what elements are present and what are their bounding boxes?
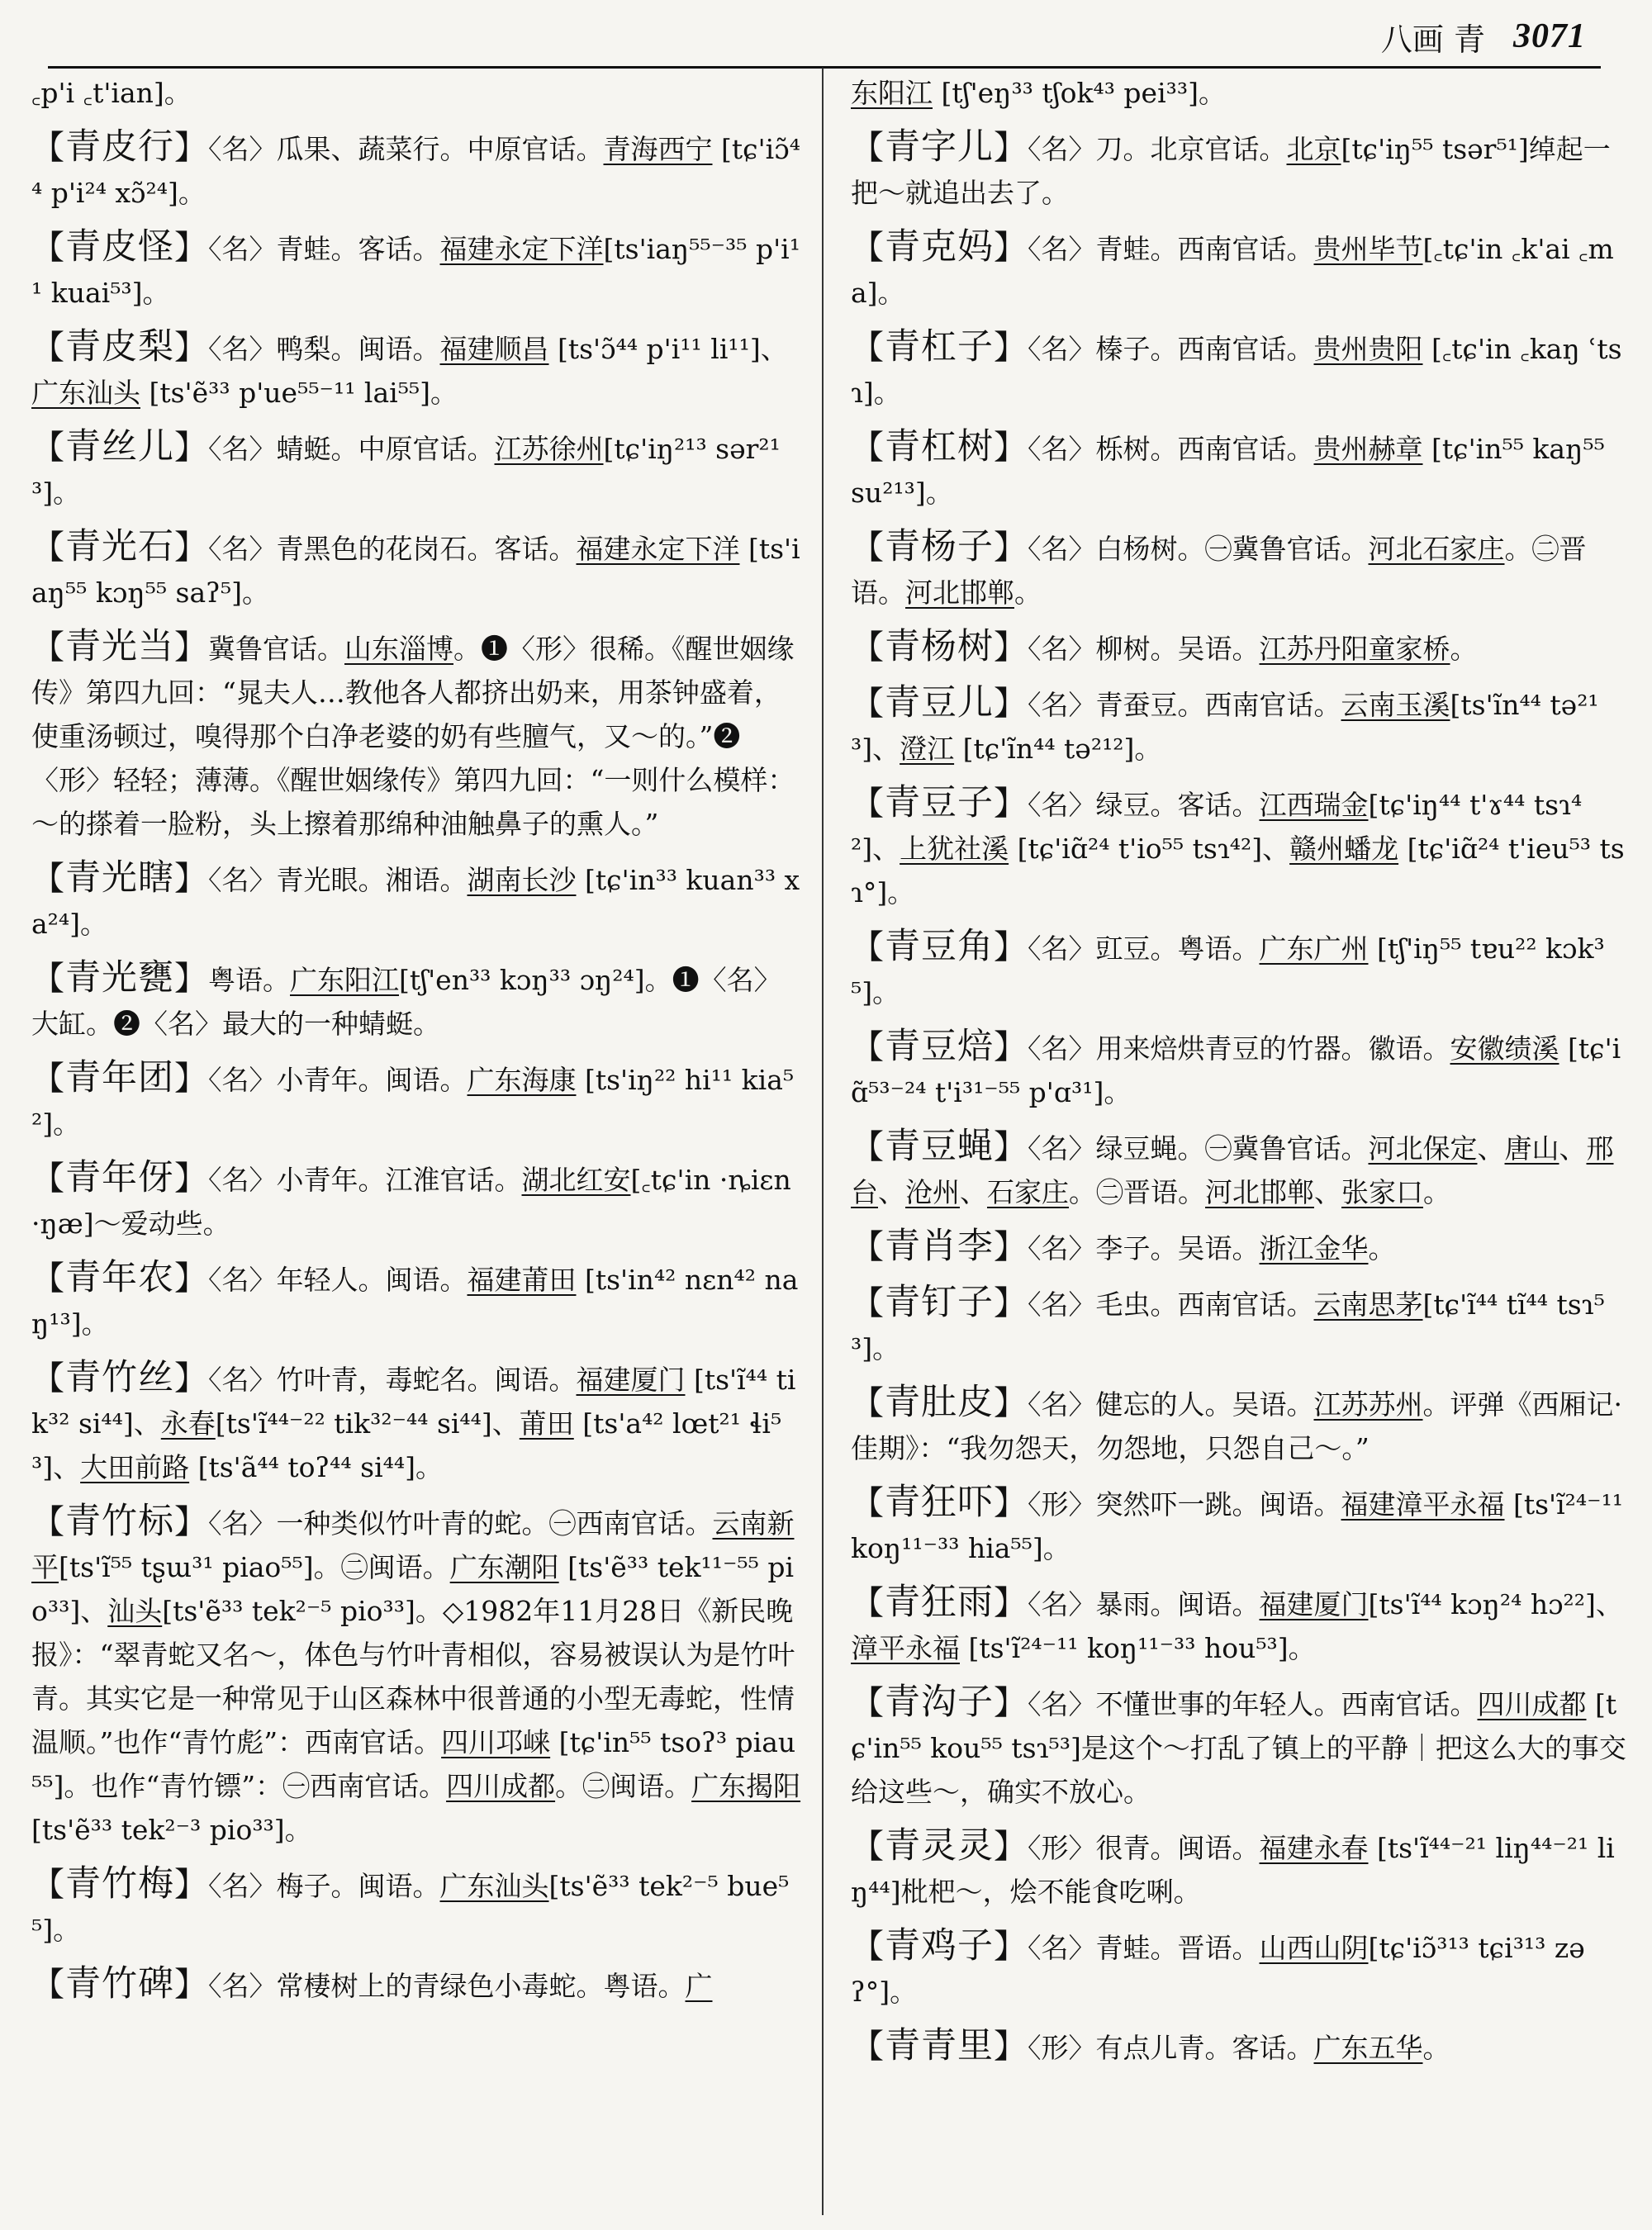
definition-text: 。 bbox=[1014, 576, 1042, 609]
headword: 【青青里】 bbox=[851, 2025, 1028, 2066]
dictionary-entry bbox=[31, 126, 804, 215]
definition-text: [tʃ'eŋ³³ tʃok⁴³ pei³³]。 bbox=[933, 77, 1226, 109]
place-name: 广东广州 bbox=[1259, 932, 1369, 965]
dictionary-entry bbox=[851, 1824, 1627, 1914]
definition-text: 。 bbox=[1450, 633, 1478, 665]
definition-text: [ts'in⁴² nɛn⁴² naŋ¹³]。 bbox=[31, 1264, 799, 1340]
place-name: 广东五华 bbox=[1313, 2032, 1423, 2064]
headword: 【青字儿】 bbox=[851, 126, 1028, 168]
definition-text: 〈名〉不懂世事的年轻人。西南官话。 bbox=[1028, 1688, 1478, 1720]
dictionary-entry bbox=[851, 1025, 1627, 1114]
headword-text: 青钉子 bbox=[885, 1282, 994, 1323]
dictionary-entry bbox=[851, 1281, 1627, 1370]
place-name: 福建永定下洋 bbox=[576, 533, 740, 565]
definition-text: 〈名〉李子。吴语。 bbox=[1028, 1232, 1260, 1264]
place-name: 澄江 bbox=[900, 733, 955, 765]
place-name: 河北保定 bbox=[1368, 1132, 1478, 1165]
place-name: 四川邛崃 bbox=[441, 1726, 551, 1758]
headword: 【青豆焙】 bbox=[851, 1026, 1028, 1067]
place-name: 漳平永福 bbox=[851, 1632, 960, 1664]
headword-text: 青狂吓 bbox=[885, 1482, 994, 1523]
place-name: 江西瑞金 bbox=[1259, 789, 1369, 821]
definition-text: 〈名〉暴雨。闽语。 bbox=[1028, 1588, 1260, 1620]
definition-text: 〈名〉刀。北京官话。 bbox=[1028, 133, 1287, 165]
headword-text: 青豆子 bbox=[885, 782, 994, 823]
definition-text: 〈名〉瓜果、蔬菜行。中原官话。 bbox=[208, 133, 604, 165]
headword-text: 青杠树 bbox=[885, 426, 994, 467]
definition-text: [tɕ'iɔ̃³¹³ tɕi³¹³ zəʔ°]。 bbox=[851, 1932, 1585, 2008]
place-name: 广东阳江 bbox=[290, 964, 399, 996]
right-column bbox=[851, 71, 1627, 2081]
definition-text: 〈名〉蜻蜓。中原官话。 bbox=[208, 433, 495, 465]
place-name: 赣州蟠龙 bbox=[1289, 833, 1399, 865]
dictionary-entry bbox=[31, 425, 804, 515]
definition-text: 〈名〉小青年。闽语。 bbox=[208, 1064, 468, 1096]
headword-text: 青灵灵 bbox=[885, 1825, 994, 1867]
definition-text: [ts'ẽ³³ p'ue⁵⁵⁻¹¹ lai⁵⁵]。 bbox=[140, 377, 458, 409]
definition-text: 〈名〉健忘的人。吴语。 bbox=[1028, 1388, 1314, 1421]
definition-text: 、 bbox=[1314, 1176, 1341, 1208]
place-name: 石家庄 bbox=[987, 1176, 1069, 1208]
definition-text: [tɕ'iɑ̃²⁴ t'io⁵⁵ tsɿ⁴²]、 bbox=[1009, 833, 1290, 865]
headword-text: 青光当 bbox=[65, 626, 174, 667]
headword: 【青皮梨】 bbox=[31, 326, 208, 368]
definition-text: 〈名〉竹叶青，毒蛇名。闽语。 bbox=[208, 1364, 577, 1396]
headword: 【青杠树】 bbox=[851, 426, 1028, 467]
headword-text: 青沟子 bbox=[885, 1682, 994, 1723]
headword: 【青豆角】 bbox=[851, 926, 1028, 967]
headword: 【青丝儿】 bbox=[31, 426, 208, 467]
headword-text: 青青里 bbox=[885, 2025, 994, 2066]
left-column bbox=[31, 71, 804, 2019]
definition-text: [ts'ĩ⁴⁴ kɔŋ²⁴ hɔ²²]、 bbox=[1368, 1588, 1623, 1620]
place-name: 贵州贵阳 bbox=[1313, 333, 1423, 365]
headword: 【青钉子】 bbox=[851, 1282, 1028, 1323]
place-name: 汕头 bbox=[107, 1595, 163, 1627]
headword-text: 青光石 bbox=[65, 526, 174, 567]
place-name: 永春 bbox=[160, 1407, 216, 1440]
place-name: 福建顺昌 bbox=[439, 333, 549, 365]
definition-text: 〈名〉白杨树。㊀冀鲁官话。 bbox=[1028, 533, 1369, 565]
place-name: 福建永定下洋 bbox=[439, 233, 604, 265]
headword-text: 青光甕 bbox=[65, 957, 174, 999]
dictionary-entry bbox=[851, 925, 1627, 1014]
definition-text: [ts'iŋ²² hi¹¹ kia⁵²]。 bbox=[31, 1064, 795, 1140]
dictionary-entry bbox=[31, 1356, 804, 1489]
headword-text: 青字儿 bbox=[885, 126, 994, 168]
definition-text: [ts'ĩ²⁴⁻¹¹ koŋ¹¹⁻³³ hia⁵⁵]。 bbox=[851, 1488, 1624, 1564]
dictionary-entry bbox=[851, 781, 1627, 914]
place-name: 唐山 bbox=[1504, 1132, 1559, 1165]
place-name: 广东揭阳 bbox=[691, 1770, 801, 1802]
definition-text: [ts'ĩ⁴⁴⁻²² tik³²⁻⁴⁴ si⁴⁴]、 bbox=[215, 1407, 520, 1440]
headword-text: 青豆儿 bbox=[885, 682, 994, 724]
dictionary-entry bbox=[31, 1256, 804, 1345]
dictionary-entry bbox=[851, 1924, 1627, 2014]
headword: 【青光石】 bbox=[31, 526, 208, 567]
place-name: 福建漳平永福 bbox=[1341, 1488, 1505, 1521]
headword: 【青竹丝】 bbox=[31, 1357, 208, 1398]
definition-text: [tɕ'ĩn⁴⁴ tə²¹²]。 bbox=[954, 733, 1162, 765]
definition-text: 粤语。 bbox=[208, 964, 290, 996]
definition-text: [ts'ẽ³³ tek²⁻³ pio³³]。 bbox=[31, 1814, 312, 1846]
definition-text: 〈形〉有点儿青。客话。 bbox=[1028, 2032, 1314, 2064]
place-name: 河北邯郸 bbox=[905, 576, 1014, 609]
definition-text: [tʃ'iŋ⁵⁵ tɐu²² kɔk³⁵]。 bbox=[851, 932, 1605, 1008]
definition-text: 冀鲁官话。 bbox=[208, 633, 344, 665]
headword-text: 青肖李 bbox=[885, 1226, 994, 1267]
definition-text: 〈名〉绿豆。客话。 bbox=[1028, 789, 1260, 821]
headword-text: 青竹丝 bbox=[65, 1357, 174, 1398]
dictionary-entry bbox=[851, 1225, 1627, 1270]
dictionary-entry bbox=[31, 325, 804, 415]
definition-text: 。㊁晋语。 bbox=[851, 533, 1587, 609]
continuation-text: ꜀p'i ꜀t'ian]。 bbox=[31, 77, 192, 109]
place-name: 广东海康 bbox=[467, 1064, 577, 1096]
headword-text: 青豆焙 bbox=[885, 1026, 994, 1067]
headword-text: 青竹碑 bbox=[65, 1963, 174, 2005]
place-name: 青海西宁 bbox=[603, 133, 713, 165]
place-name: 四川成都 bbox=[1477, 1688, 1587, 1720]
headword: 【青杨子】 bbox=[851, 526, 1028, 567]
dictionary-entry bbox=[851, 625, 1627, 671]
dictionary-entry bbox=[851, 325, 1627, 415]
definition-text: [ts'ã⁴⁴ toʔ⁴⁴ si⁴⁴]。 bbox=[189, 1451, 443, 1483]
headword: 【青肚皮】 bbox=[851, 1382, 1028, 1423]
headword: 【青杨树】 bbox=[851, 626, 1028, 667]
definition-text: 〈名〉小青年。江淮官话。 bbox=[208, 1164, 522, 1196]
dictionary-entry bbox=[31, 1500, 804, 1852]
dictionary-entry bbox=[31, 225, 804, 315]
place-name: 浙江金华 bbox=[1259, 1232, 1369, 1264]
definition-text: 〈名〉青蛙。西南官话。 bbox=[1028, 233, 1314, 265]
definition-text: [tʃ'en³³ kɔŋ³³ ɔŋ²⁴]。❶〈名〉大缸。❷〈名〉最大的一种蜻蜓。 bbox=[31, 964, 781, 1040]
page-header bbox=[1381, 12, 1586, 61]
dictionary-entry bbox=[851, 126, 1627, 215]
place-name: 福建厦门 bbox=[576, 1364, 686, 1396]
definition-text: 〈名〉柳树。吴语。 bbox=[1028, 633, 1260, 665]
dictionary-entry bbox=[31, 1056, 804, 1146]
headword-text: 青豆蝇 bbox=[885, 1126, 994, 1167]
definition-text: 〈名〉用来焙烘青豆的竹器。徽语。 bbox=[1028, 1032, 1450, 1065]
definition-text: 〈名〉栎树。西南官话。 bbox=[1028, 433, 1314, 465]
headword: 【青光瞎】 bbox=[31, 857, 208, 899]
definition-text: [ts'a⁴² lœt²¹ ɬi⁵³]、 bbox=[31, 1407, 782, 1483]
definition-text: [tɕ'iŋ⁵⁵ tsər⁵¹]绰起一把～就追出去了。 bbox=[851, 133, 1611, 209]
dictionary-entry bbox=[851, 525, 1627, 614]
definition-text: 、 bbox=[1477, 1132, 1505, 1165]
headword-text: 青年伢 bbox=[65, 1157, 174, 1198]
dictionary-entry bbox=[851, 1681, 1627, 1814]
headword: 【青年农】 bbox=[31, 1257, 208, 1298]
definition-text: [tɕ'in⁵⁵ tsoʔ³ piau⁵⁵]。也作“青竹镖”：㊀西南官话。 bbox=[31, 1726, 796, 1802]
place-name: 广 bbox=[685, 1970, 713, 2002]
dictionary-entry bbox=[31, 1862, 804, 1952]
definition-text: [ts'ẽ³³ tek¹¹⁻⁵⁵ pio³³]、 bbox=[31, 1551, 795, 1627]
definition-text: [ts'ĩn⁴⁴ tə²¹³]、 bbox=[851, 689, 1599, 765]
dictionary-entry bbox=[851, 225, 1627, 315]
dictionary-entry bbox=[31, 525, 804, 614]
headword-text: 青豆角 bbox=[885, 926, 994, 967]
place-name: 贵州毕节 bbox=[1313, 233, 1423, 265]
definition-text: [ts'ĩ⁵⁵ tʂɯ³¹ piao⁵⁵]。㊁闽语。 bbox=[59, 1551, 450, 1583]
definition-text: 〈形〉很青。闽语。 bbox=[1028, 1832, 1260, 1864]
place-name: 福建永春 bbox=[1259, 1832, 1369, 1864]
definition-text: 〈名〉青光眼。湘语。 bbox=[208, 864, 468, 896]
place-name: 四川成都 bbox=[446, 1770, 556, 1802]
headword: 【青狂吓】 bbox=[851, 1482, 1028, 1523]
place-name: 东阳江 bbox=[851, 77, 933, 109]
definition-text: [tɕ'in⁵⁵ kaŋ⁵⁵ su²¹³]。 bbox=[851, 433, 1605, 509]
dictionary-entry bbox=[851, 681, 1627, 771]
definition-text: 。评弹《西厢记·佳期》：“我勿怨天，勿怨地，只怨自己～。” bbox=[851, 1388, 1622, 1464]
definition-text: [ts'iaŋ⁵⁵⁻³⁵ p'i¹¹ kuai⁵³]。 bbox=[31, 233, 800, 309]
dictionary-entry bbox=[851, 425, 1627, 515]
definition-text: 〈名〉梅子。闽语。 bbox=[208, 1870, 440, 1902]
place-name: 广东汕头 bbox=[31, 377, 140, 409]
definition-text: [tɕ'iɑ̃²⁴ t'ieu⁵³ tsɿ°]。 bbox=[851, 833, 1625, 909]
definition-text: 〈名〉青黑色的花岗石。客话。 bbox=[208, 533, 577, 565]
headword-text: 青皮行 bbox=[65, 126, 174, 168]
definition-text: 〈名〉青蚕豆。西南官话。 bbox=[1028, 689, 1341, 721]
entry-list bbox=[851, 126, 1627, 2070]
place-name: 江苏徐州 bbox=[494, 433, 604, 465]
headword: 【青灵灵】 bbox=[851, 1825, 1028, 1867]
headword: 【青肖李】 bbox=[851, 1226, 1028, 1267]
definition-text: 、 bbox=[878, 1176, 905, 1208]
place-name: 湖北红安 bbox=[521, 1164, 631, 1196]
headword-text: 青皮梨 bbox=[65, 326, 174, 368]
place-name: 广东汕头 bbox=[439, 1870, 549, 1902]
place-name: 山东淄博 bbox=[344, 633, 453, 665]
place-name: 江苏丹阳童家桥 bbox=[1259, 633, 1450, 665]
headword: 【青竹标】 bbox=[31, 1501, 208, 1542]
definition-text: [꜀tɕ'in ꜀kaŋ ʿtsɿ]。 bbox=[851, 333, 1622, 409]
definition-text: 。 bbox=[1368, 1232, 1396, 1264]
definition-text: [ts'ɔ̃⁴⁴ p'i¹¹ li¹¹]、 bbox=[548, 333, 788, 365]
definition-text: [ts'ĩ⁴⁴ tik³² si⁴⁴]、 bbox=[31, 1364, 796, 1440]
headword: 【青豆蝇】 bbox=[851, 1126, 1028, 1167]
dictionary-entry bbox=[851, 1581, 1627, 1670]
headword: 【青克妈】 bbox=[851, 226, 1028, 268]
headword: 【青光当】 bbox=[31, 626, 208, 667]
definition-text: 、 bbox=[960, 1176, 987, 1208]
headword: 【青鸡子】 bbox=[851, 1925, 1028, 1967]
definition-text: 〈形〉突然吓一跳。闽语。 bbox=[1028, 1488, 1341, 1521]
headword-text: 青丝儿 bbox=[65, 426, 174, 467]
definition-text: [tɕ'ĩ⁴⁴ tĩ⁴⁴ tsɿ⁵³]。 bbox=[851, 1288, 1605, 1364]
definition-text: 、 bbox=[1559, 1132, 1587, 1165]
dictionary-entry bbox=[31, 1156, 804, 1245]
section-title: 八画 青 bbox=[1380, 21, 1485, 58]
definition-text: 〈名〉一种类似竹叶青的蛇。㊀西南官话。 bbox=[208, 1507, 713, 1540]
headword: 【青皮行】 bbox=[31, 126, 208, 168]
headword: 【青皮怪】 bbox=[31, 226, 208, 268]
headword-text: 青年农 bbox=[65, 1257, 174, 1298]
definition-text: 。 bbox=[1423, 1176, 1450, 1208]
place-name: 莆田 bbox=[519, 1407, 574, 1440]
place-name: 上犹社溪 bbox=[900, 833, 1009, 865]
page-number: 3071 bbox=[1513, 17, 1586, 55]
place-name: 安徽绩溪 bbox=[1450, 1032, 1559, 1065]
definition-text: [ts'ẽ³³ tek²⁻⁵ pio³³]。◇1982年11月28日《新民晚报》：“翠青蛇又名～，体色与竹叶青相似，容易被误认为是竹叶青。其实它是一种常见于山区森林中很普通的小型无毒蛇，性情温顺。”也作“青竹彪”：西南官话。 bbox=[31, 1595, 795, 1758]
headword-text: 青鸡子 bbox=[885, 1925, 994, 1967]
place-name: 云南思茅 bbox=[1313, 1288, 1423, 1321]
headword-text: 青肚皮 bbox=[885, 1382, 994, 1423]
place-name: 云南玉溪 bbox=[1341, 689, 1450, 721]
definition-text: 〈名〉豇豆。粤语。 bbox=[1028, 932, 1260, 965]
headword-text: 青年团 bbox=[65, 1057, 174, 1098]
headword: 【青豆子】 bbox=[851, 782, 1028, 823]
definition-text: [tɕ'in³³ kuan³³ xa²⁴]。 bbox=[31, 864, 800, 940]
headword: 【青年团】 bbox=[31, 1057, 208, 1098]
definition-text: 〈名〉青蛙。客话。 bbox=[208, 233, 440, 265]
dictionary-entry bbox=[851, 1125, 1627, 1214]
place-name: 河北邯郸 bbox=[1205, 1176, 1314, 1208]
headword-text: 青竹标 bbox=[65, 1501, 174, 1542]
definition-text: 〈名〉年轻人。闽语。 bbox=[208, 1264, 468, 1296]
definition-text: 。㊁闽语。 bbox=[555, 1770, 692, 1802]
headword: 【青杠子】 bbox=[851, 326, 1028, 368]
definition-text: [tɕ'iŋ⁴⁴ t'ɤ⁴⁴ tsɿ⁴²]、 bbox=[851, 789, 1583, 865]
definition-text: 〈名〉鸭梨。闽语。 bbox=[208, 333, 440, 365]
place-name: 江苏苏州 bbox=[1313, 1388, 1423, 1421]
dictionary-entry bbox=[851, 2024, 1627, 2070]
place-name: 大田前路 bbox=[80, 1451, 190, 1483]
headword-text: 青杨树 bbox=[885, 626, 994, 667]
definition-text: 〈名〉榛子。西南官话。 bbox=[1028, 333, 1314, 365]
definition-text: [tɕ'iɔ̃⁴⁴ p'i²⁴ xɔ̃²⁴]。 bbox=[31, 133, 800, 209]
entry-list bbox=[31, 126, 804, 2008]
column-divider bbox=[822, 68, 824, 2215]
header-rule bbox=[48, 66, 1601, 69]
definition-text: [ts'ĩ⁴⁴⁻²¹ liŋ⁴⁴⁻²¹ liŋ⁴⁴]枇杷～，烩不能食吃唎。 bbox=[851, 1832, 1615, 1908]
place-name: 云南新平 bbox=[31, 1507, 795, 1583]
continuation-text bbox=[851, 71, 1627, 115]
place-name: 湖南长沙 bbox=[467, 864, 577, 896]
definition-text: 〈名〉青蛙。晋语。 bbox=[1028, 1932, 1260, 1964]
definition-text: 〈名〉常棲树上的青绿色小毒蛇。粤语。 bbox=[208, 1970, 686, 2002]
definition-text: 。㊁晋语。 bbox=[1069, 1176, 1205, 1208]
headword-text: 青杠子 bbox=[885, 326, 994, 368]
definition-text: [ts'iaŋ⁵⁵ kɔŋ⁵⁵ saʔ⁵]。 bbox=[31, 533, 800, 609]
dictionary-entry bbox=[851, 1381, 1627, 1470]
place-name: 邢台 bbox=[851, 1132, 1614, 1208]
place-name: 广东潮阳 bbox=[449, 1551, 559, 1583]
place-name: 河北石家庄 bbox=[1368, 533, 1505, 565]
dictionary-entry bbox=[31, 625, 804, 846]
headword-text: 青光瞎 bbox=[65, 857, 174, 899]
headword: 【青光甕】 bbox=[31, 957, 208, 999]
definition-text: [꜀tɕ'in ꜀k'ai ꜀ma]。 bbox=[851, 233, 1614, 309]
place-name: 张家口 bbox=[1341, 1176, 1423, 1208]
place-name: 贵州赫章 bbox=[1313, 433, 1423, 465]
definition-text: [ts'ĩ²⁴⁻¹¹ koŋ¹¹⁻³³ hou⁵³]。 bbox=[960, 1632, 1316, 1664]
dictionary-entry bbox=[851, 1481, 1627, 1570]
definition-text: 。 bbox=[1422, 2032, 1450, 2064]
definition-text: [tɕ'in⁵⁵ kou⁵⁵ tsɿ⁵³]是这个～打乱了镇上的平静｜把这么大的事交给这些～，确实不放心。 bbox=[851, 1688, 1626, 1808]
headword: 【青沟子】 bbox=[851, 1682, 1028, 1723]
definition-text: 。❶〈形〉很稀。《醒世姻缘传》第四九回：“晁夫人…教他各人都挤出奶来，用茶钟盛着，使重汤顿过，嗅得那个白净老婆的奶有些膻气，又～的。”❷〈形〉轻轻；薄薄。《醒世姻缘传》第四九回：“一则什么模样：～的搽着一脸粉，头上擦着那绵种油触鼻子的熏人。” bbox=[31, 633, 795, 840]
headword: 【青狂雨】 bbox=[851, 1582, 1028, 1623]
place-name: 山西山阴 bbox=[1259, 1932, 1369, 1964]
definition-text: [tɕ'iɑ̃⁵³⁻²⁴ t'i³¹⁻⁵⁵ p'ɑ³¹]。 bbox=[851, 1032, 1621, 1108]
place-name: 沧州 bbox=[905, 1176, 960, 1208]
dictionary-entry bbox=[31, 856, 804, 946]
headword-text: 青杨子 bbox=[885, 526, 994, 567]
definition-text: 〈名〉毛虫。西南官话。 bbox=[1028, 1288, 1314, 1321]
headword: 【青竹碑】 bbox=[31, 1963, 208, 2005]
place-name: 北京 bbox=[1286, 133, 1341, 165]
definition-text: 〈名〉绿豆蝇。㊀冀鲁官话。 bbox=[1028, 1132, 1369, 1165]
dictionary-entry bbox=[31, 956, 804, 1046]
headword-text: 青克妈 bbox=[885, 226, 994, 268]
headword: 【青豆儿】 bbox=[851, 682, 1028, 724]
definition-text: [꜀tɕ'in ·ȵiɛn ·ŋæ]～爱动些。 bbox=[31, 1164, 791, 1240]
place-name: 福建莆田 bbox=[467, 1264, 577, 1296]
headword: 【青竹梅】 bbox=[31, 1863, 208, 1905]
dictionary-entry bbox=[31, 1962, 804, 2008]
headword-text: 青竹梅 bbox=[65, 1863, 174, 1905]
definition-text: [tɕ'iŋ²¹³ sər²¹³]。 bbox=[31, 433, 781, 509]
headword: 【青年伢】 bbox=[31, 1157, 208, 1198]
place-name: 福建厦门 bbox=[1259, 1588, 1369, 1620]
headword-text: 青狂雨 bbox=[885, 1582, 994, 1623]
headword-text: 青皮怪 bbox=[65, 226, 174, 268]
definition-text: [ts'ẽ³³ tek²⁻⁵ bue⁵⁵]。 bbox=[31, 1870, 790, 1946]
